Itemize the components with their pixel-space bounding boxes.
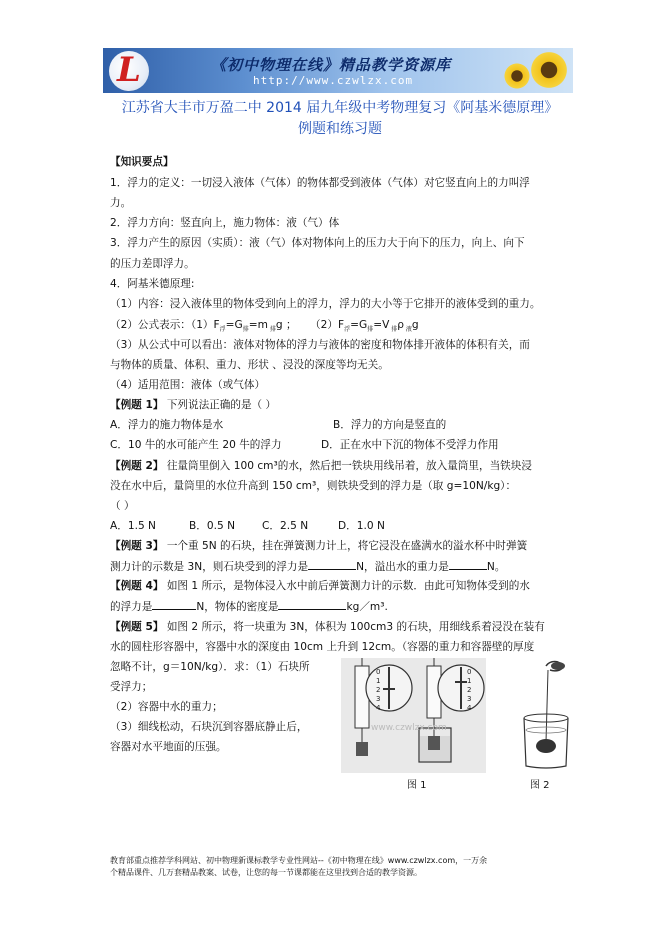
question-text: 忽略不计，g＝10N/kg）．求：（1）石块所 <box>110 661 310 673</box>
section-heading: 【知识要点】 <box>110 156 174 168</box>
text-segment: N，物体的密度是 <box>196 601 279 613</box>
question-text: 往量筒里倒入 100 cm³的水，然后把一铁块用线吊着，放入量筒里，当铁块浸 <box>166 460 532 472</box>
example-label: 【例题 1】 <box>110 399 164 411</box>
question-text: 水的圆柱形容器中，容器中水的深度由 10cm 上升到 12cm。（容器的重力和容器壁的厚度 <box>110 641 535 653</box>
banner-url: http://www.czwlzx.com <box>253 74 414 87</box>
scale-right-2: 2 <box>467 686 472 694</box>
scale-right-3: 3 <box>467 695 472 703</box>
footer-line: 教育部重点推荐学科网站、初中物理新课标教学专业性网站--《初中物理在线》www.czwlzx.com，一万余 <box>110 856 488 865</box>
example-label: 【例题 3】 <box>110 540 164 552</box>
text-segment: N，溢出水的重力是 <box>356 561 449 573</box>
example-label: 【例题 4】 <box>110 580 164 592</box>
scale-right-4: 4 <box>467 704 472 712</box>
question-text: （2）容器中水的重力； <box>110 701 223 713</box>
page-title: 江苏省大丰市万盈二中 2014 届九年级中考物理复习《阿基米德原理》 <box>121 100 559 116</box>
question-text <box>110 559 505 574</box>
option-b: B．0.5 N <box>189 520 236 532</box>
question-text: 如图 2 所示，将一块重为 3N，体积为 100cm3 的石块，用细线系着浸没在装有 <box>166 621 545 633</box>
example-4-question <box>110 579 530 593</box>
scale-left-1: 1 <box>376 677 381 685</box>
question-text: 受浮力； <box>110 681 153 693</box>
sunflower-icon <box>529 50 569 90</box>
answer-blank[interactable] <box>152 599 196 610</box>
page-subtitle: 例题和练习题 <box>298 121 382 137</box>
text-segment: 测力计的示数是 3N，则石块受到的浮力是 <box>110 561 309 573</box>
beaker-diagram <box>516 658 576 773</box>
example-1-question <box>110 398 276 412</box>
scale-left-4: 4 <box>376 704 381 712</box>
example-2-question <box>110 459 532 473</box>
paragraph: （4）适用范围：液体（或气体） <box>110 379 266 391</box>
watermark: www.czwlzx.com <box>371 723 447 733</box>
paragraph: 力。 <box>110 197 132 209</box>
example-label: 【例题 2】 <box>110 460 164 472</box>
sunflower-icon <box>503 62 531 90</box>
option-d: D．正在水中下沉的物体不受浮力作用 <box>321 439 499 451</box>
spring-scale-diagram <box>341 658 486 773</box>
text-segment: kg／m³. <box>346 601 388 613</box>
page-footer <box>110 855 562 879</box>
figure-1-caption: 图 1 <box>407 780 427 791</box>
paragraph: （1）内容：浸入液体里的物体受到向上的浮力，浮力的大小等于它排开的液体受到的重力。 <box>110 298 541 310</box>
question-text: 没在水中后，量筒里的水位升高到 150 cm³，则铁块受到的浮力是（取 g=10N/kg）： <box>110 480 517 492</box>
answer-blank[interactable] <box>278 599 346 610</box>
option-d: D．1.0 N <box>338 520 385 532</box>
figure-2-caption: 图 2 <box>530 780 550 791</box>
question-text <box>110 599 388 614</box>
answer-blank[interactable] <box>449 559 487 570</box>
logo-mark-icon: L <box>117 50 141 90</box>
scale-left-0: 0 <box>376 668 381 676</box>
scale-right-0: 0 <box>467 668 472 676</box>
scale-left-3: 3 <box>376 695 381 703</box>
figure-2 <box>516 658 576 791</box>
example-label: 【例题 5】 <box>110 621 164 633</box>
paragraph: 的压力差即浮力。 <box>110 258 195 270</box>
answer-blank[interactable] <box>308 559 356 570</box>
banner-title: 《初中物理在线》精品教学资源库 <box>211 56 452 74</box>
example-5-question <box>110 620 545 634</box>
paragraph: 3．浮力产生的原因（实质）：液（气）体对物体向上的压力大于向下的压力，向上、向下 <box>110 237 525 249</box>
question-text: （ ） <box>110 500 135 512</box>
question-text: 一个重 5N 的石块，挂在弹簧测力计上，将它浸没在盛满水的溢水杯中时弹簧 <box>166 540 528 552</box>
text-segment: N。 <box>486 561 506 573</box>
question-text: 下列说法正确的是（ ） <box>166 399 277 411</box>
example-3-question <box>110 539 527 553</box>
paragraph: 与物体的质量、体积、重力、形状 、浸没的深度等均无关。 <box>110 359 389 371</box>
formula-line: （2）公式表示：$(1)F_浮=G_排=m$ $_排$g ； $(2)F_浮=G_排=V$ $_排$ρ $_液$g <box>110 319 419 334</box>
paragraph: 4．阿基米德原理: <box>110 278 195 290</box>
scale-left-2: 2 <box>376 686 381 694</box>
option-a: A．浮力的施力物体是水 <box>110 419 224 431</box>
paragraph: （3）从公式中可以看出：液体对物体的浮力与液体的密度和物体排开液体的体积有关，而 <box>110 339 530 351</box>
figure-1 <box>341 658 486 791</box>
option-c: C．10 牛的水可能产生 20 牛的浮力 <box>110 439 282 451</box>
header-banner <box>103 48 573 93</box>
option-b: B．浮力的方向是竖直的 <box>333 419 447 431</box>
question-text: 如图 1 所示，是物体浸入水中前后弹簧测力计的示数．由此可知物体受到的水 <box>166 580 530 592</box>
scale-right-1: 1 <box>467 677 472 685</box>
option-a: A．1.5 N <box>110 520 156 532</box>
option-c: C．2.5 N <box>262 520 309 532</box>
paragraph: 2．浮力方向：竖直向上，施力物体：液（气）体 <box>110 217 340 229</box>
paragraph: 1．浮力的定义：一切浸入液体（气体）的物体都受到液体（气体）对它竖直向上的力叫浮 <box>110 177 530 189</box>
footer-line: 个精品课件、几万套精品教案、试卷，让您的每一节课都能在这里找到合适的教学资源。 <box>110 868 422 877</box>
formula-prefix: （2）公式表示：（1） <box>110 319 214 331</box>
text-segment: 的浮力是 <box>110 601 153 613</box>
question-text: （3）细线松动，石块沉到容器底静止后， <box>110 721 308 733</box>
question-text: 容器对水平地面的压强。 <box>110 741 227 753</box>
